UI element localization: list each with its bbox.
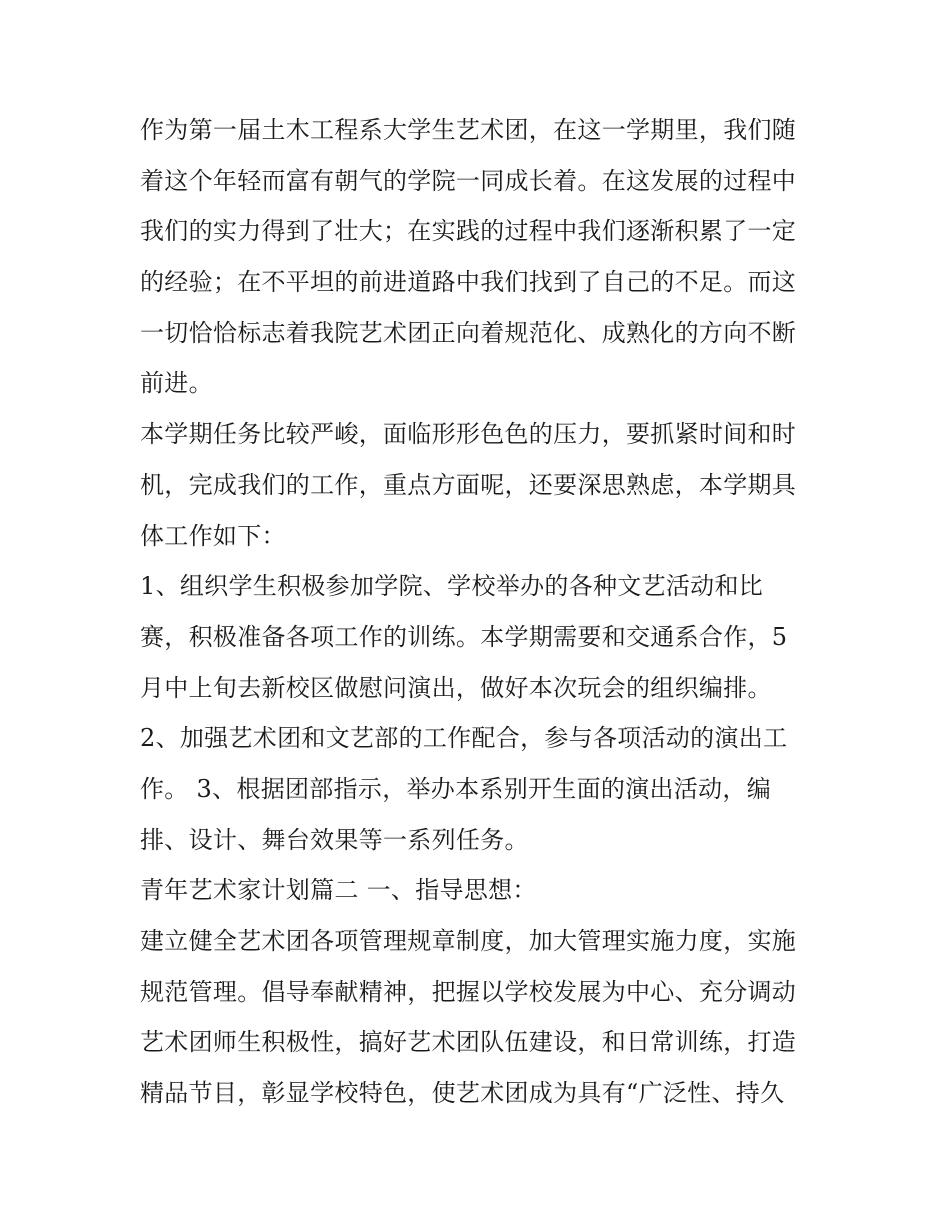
text-line: 着这个年轻而富有朝气的学院一同成长着。在这发展的过程中	[140, 166, 797, 195]
text-line: 前进。	[140, 369, 213, 398]
text-line: 规范管理。倡导奉献精神，把握以学校发展为中心、充分调动	[140, 977, 797, 1006]
text-line: 作为第一届土木工程系大学生艺术团，在这一学期里，我们随	[140, 116, 797, 144]
text-line: 一切恰恰标志着我院艺术团正向着规范化、成熟化的方向不断	[140, 318, 797, 347]
text-line: 本学期任务比较严峻，面临形形色色的压力，要抓紧时间和时	[140, 420, 797, 449]
list-item-1: 1、组织学生积极参加学院、学校举办的各种文艺活动和比	[140, 572, 764, 601]
text-line: 赛，积极准备各项工作的训练。本学期需要和交通系合作，5	[140, 622, 788, 651]
text-line: 排、设计、舞台效果等一系列任务。	[140, 825, 529, 854]
text-line: 精品节目，彰显学校特色，使艺术团成为具有“广泛性、持久	[140, 1079, 785, 1108]
text-line: 机，完成我们的工作，重点方面呢，还要深思熟虑，本学期具	[140, 470, 797, 499]
section-heading: 青年艺术家计划篇二 一、指导思想：	[140, 876, 537, 905]
text-line: 作。 3、根据团部指示，举办本系别开生面的演出活动，编	[140, 774, 771, 803]
document-body	[140, 105, 820, 1119]
text-line: 体工作如下：	[140, 521, 286, 550]
text-line: 的经验；在不平坦的前进道路中我们找到了自己的不足。而这	[140, 268, 797, 297]
list-item-2: 2、加强艺术团和文艺部的工作配合，参与各项活动的演出工	[140, 724, 788, 753]
text-line: 月中上旬去新校区做慰问演出，做好本次玩会的组织编排。	[140, 673, 772, 702]
text-line: 我们的实力得到了壮大；在实践的过程中我们逐渐积累了一定	[140, 217, 797, 246]
text-line: 建立健全艺术团各项管理规章制度，加大管理实施力度，实施	[140, 927, 797, 955]
text-line: 艺术团师生积极性，搞好艺术团队伍建设，和日常训练，打造	[140, 1028, 797, 1057]
